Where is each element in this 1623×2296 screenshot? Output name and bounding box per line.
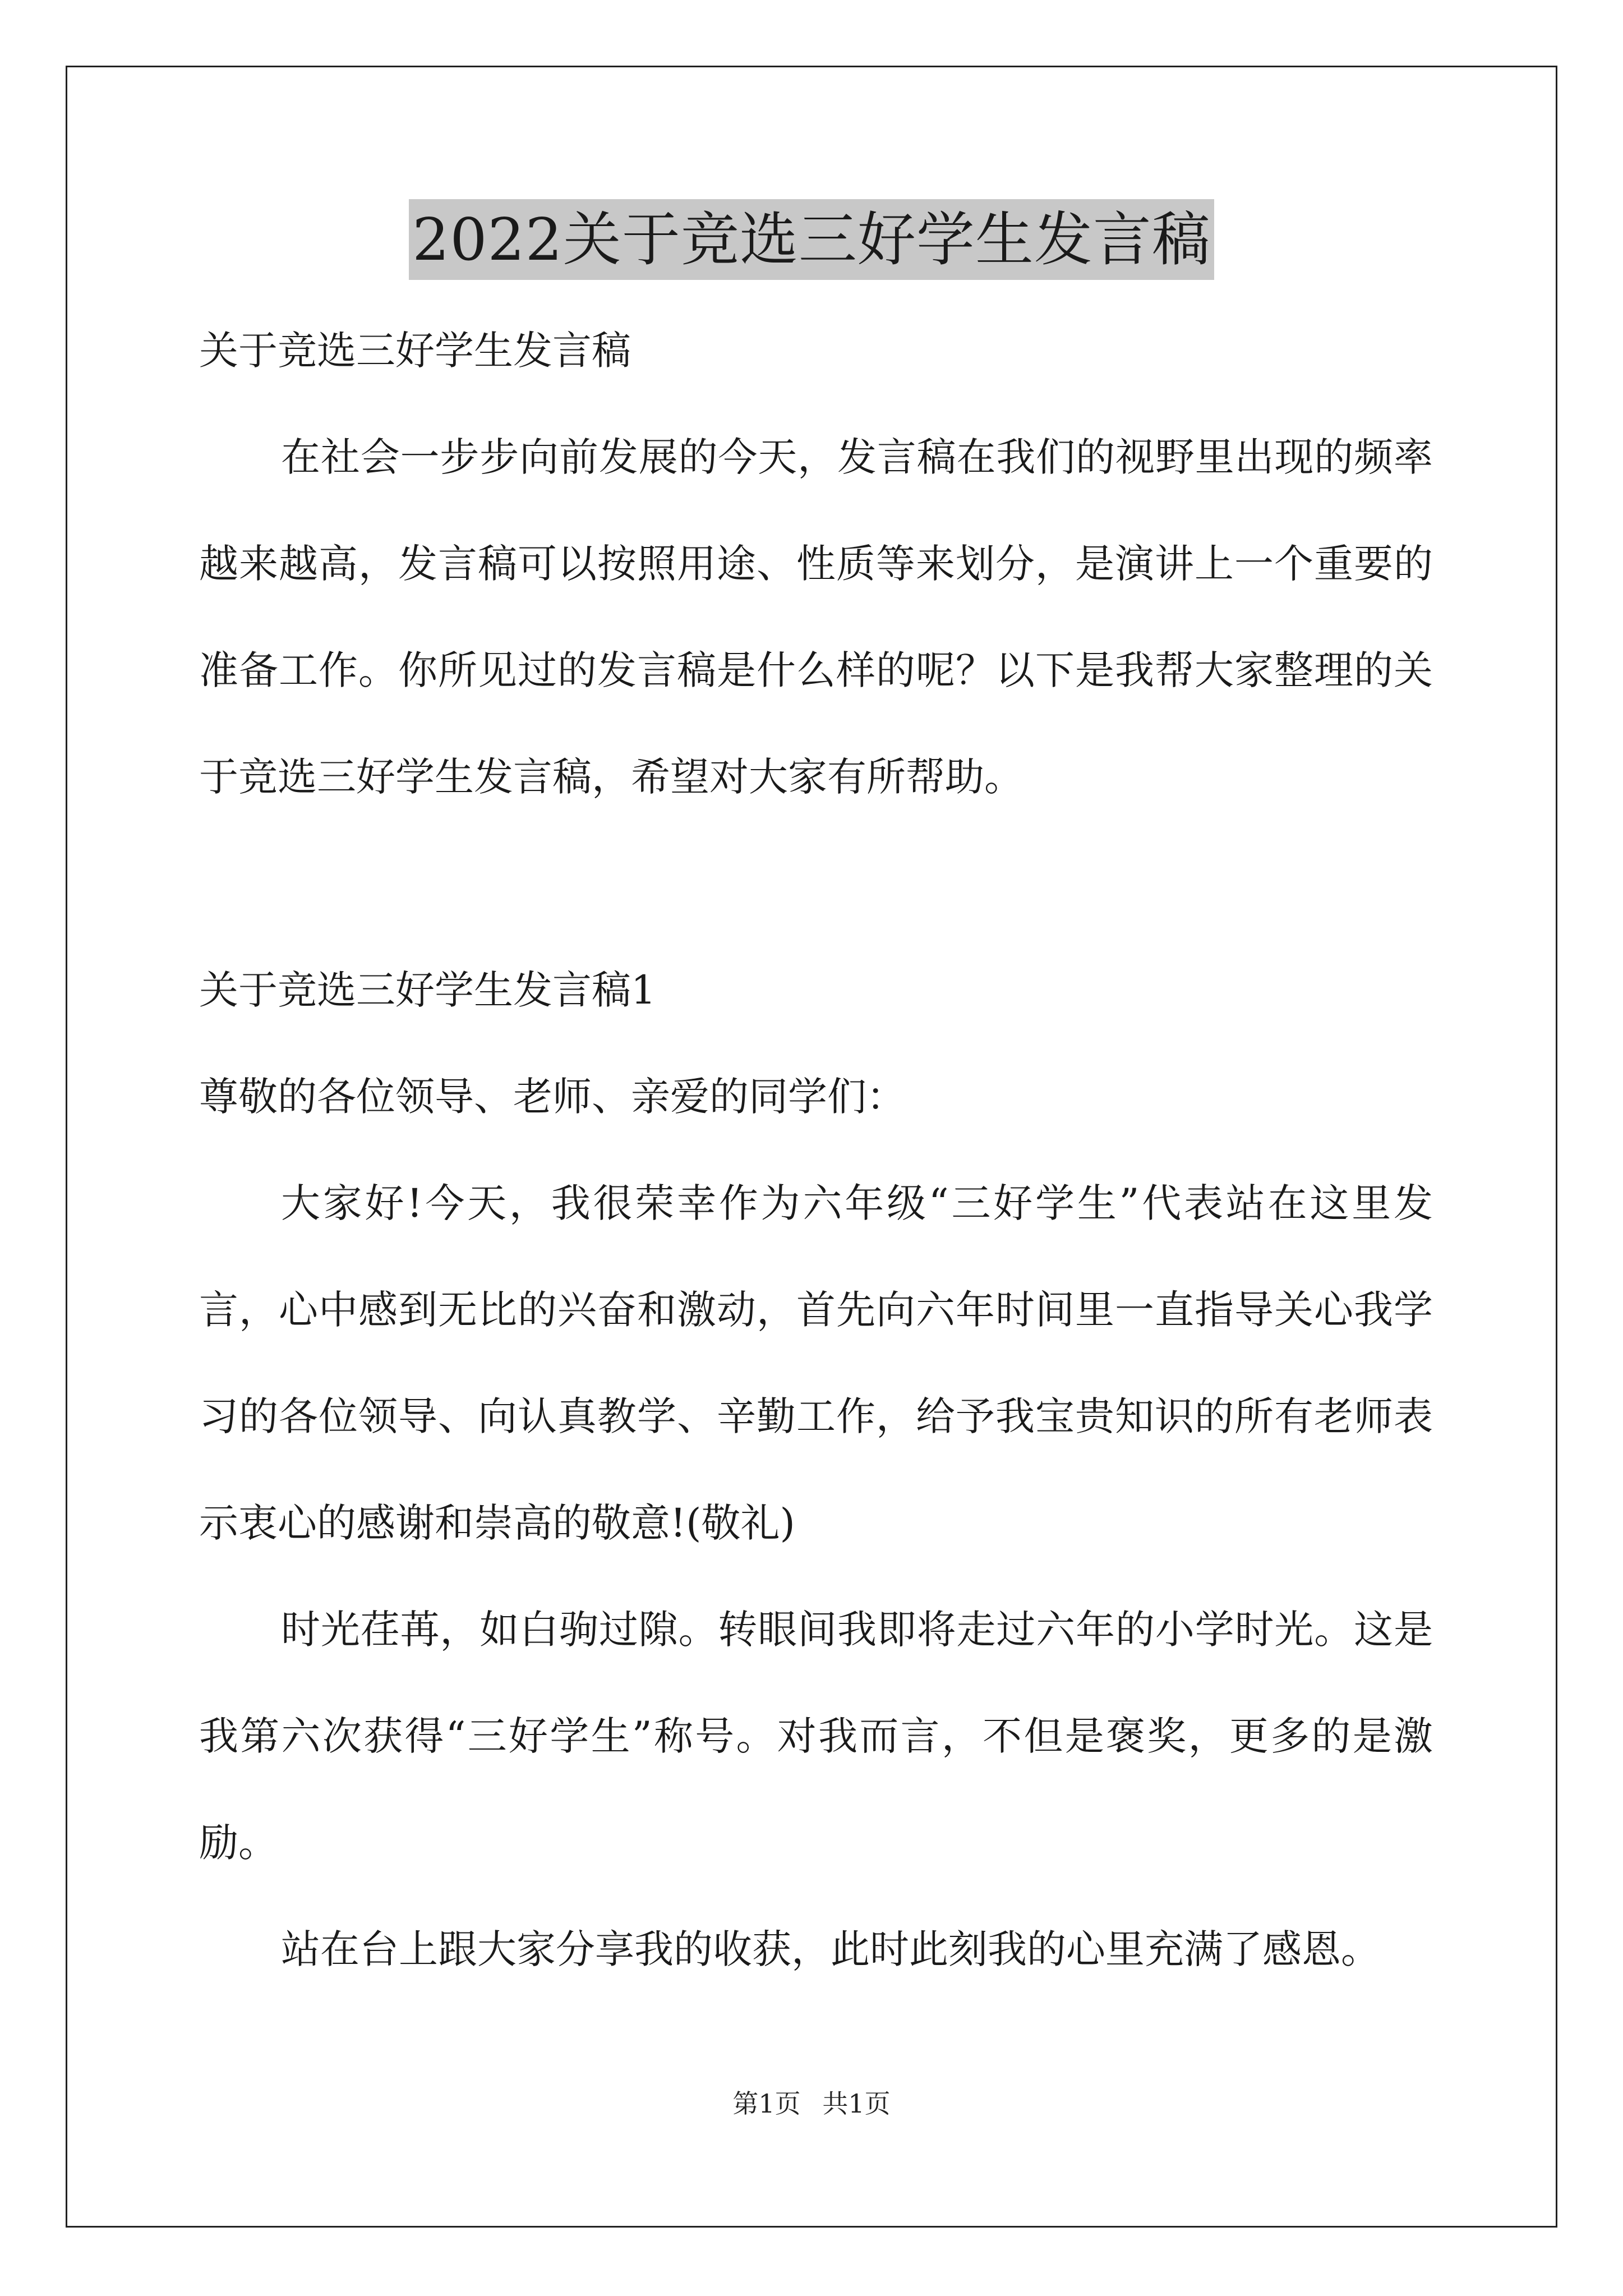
title-container bbox=[0, 199, 1623, 280]
document-title: 2022关于竞选三好学生发言稿 bbox=[409, 199, 1214, 280]
body-paragraph: 站在台上跟大家分享我的收获，此时此刻我的心里充满了感恩。 bbox=[281, 1926, 1380, 1972]
spacer bbox=[199, 830, 1433, 937]
section-heading: 关于竞选三好学生发言稿1 bbox=[199, 967, 656, 1013]
body-paragraph: 时光荏苒，如白驹过隙。转眼间我即将走过六年的小学时光。这是我第六次获得“三好学生”称号。对我而言，不但是褒奖，更多的是激励。 bbox=[199, 1607, 1433, 1866]
document-body bbox=[199, 297, 1433, 2003]
intro-paragraph: 在社会一步步向前发展的今天，发言稿在我们的视野里出现的频率越来越高，发言稿可以按照用途、性质等来划分，是演讲上一个重要的准备工作。你所见过的发言稿是什么样的呢？以下是我帮大家整理的关于竞选三好学生发言稿，希望对大家有所帮助。 bbox=[199, 434, 1433, 800]
salutation: 尊敬的各位领导、老师、亲爱的同学们： bbox=[199, 1074, 906, 1120]
page-footer bbox=[0, 2087, 1623, 2120]
page-total: 共1页 bbox=[822, 2088, 891, 2119]
subtitle: 关于竞选三好学生发言稿 bbox=[199, 328, 631, 374]
body-paragraph: 大家好!今天，我很荣幸作为六年级“三好学生”代表站在这里发言，心中感到无比的兴奋和激动，首先向六年时间里一直指导关心我学习的各位领导、向认真教学、辛勤工作，给予我宝贵知识的所有老师表示衷心的感谢和崇高的敬意!(敬礼) bbox=[199, 1180, 1433, 1546]
page-number: 第1页 bbox=[732, 2088, 801, 2119]
